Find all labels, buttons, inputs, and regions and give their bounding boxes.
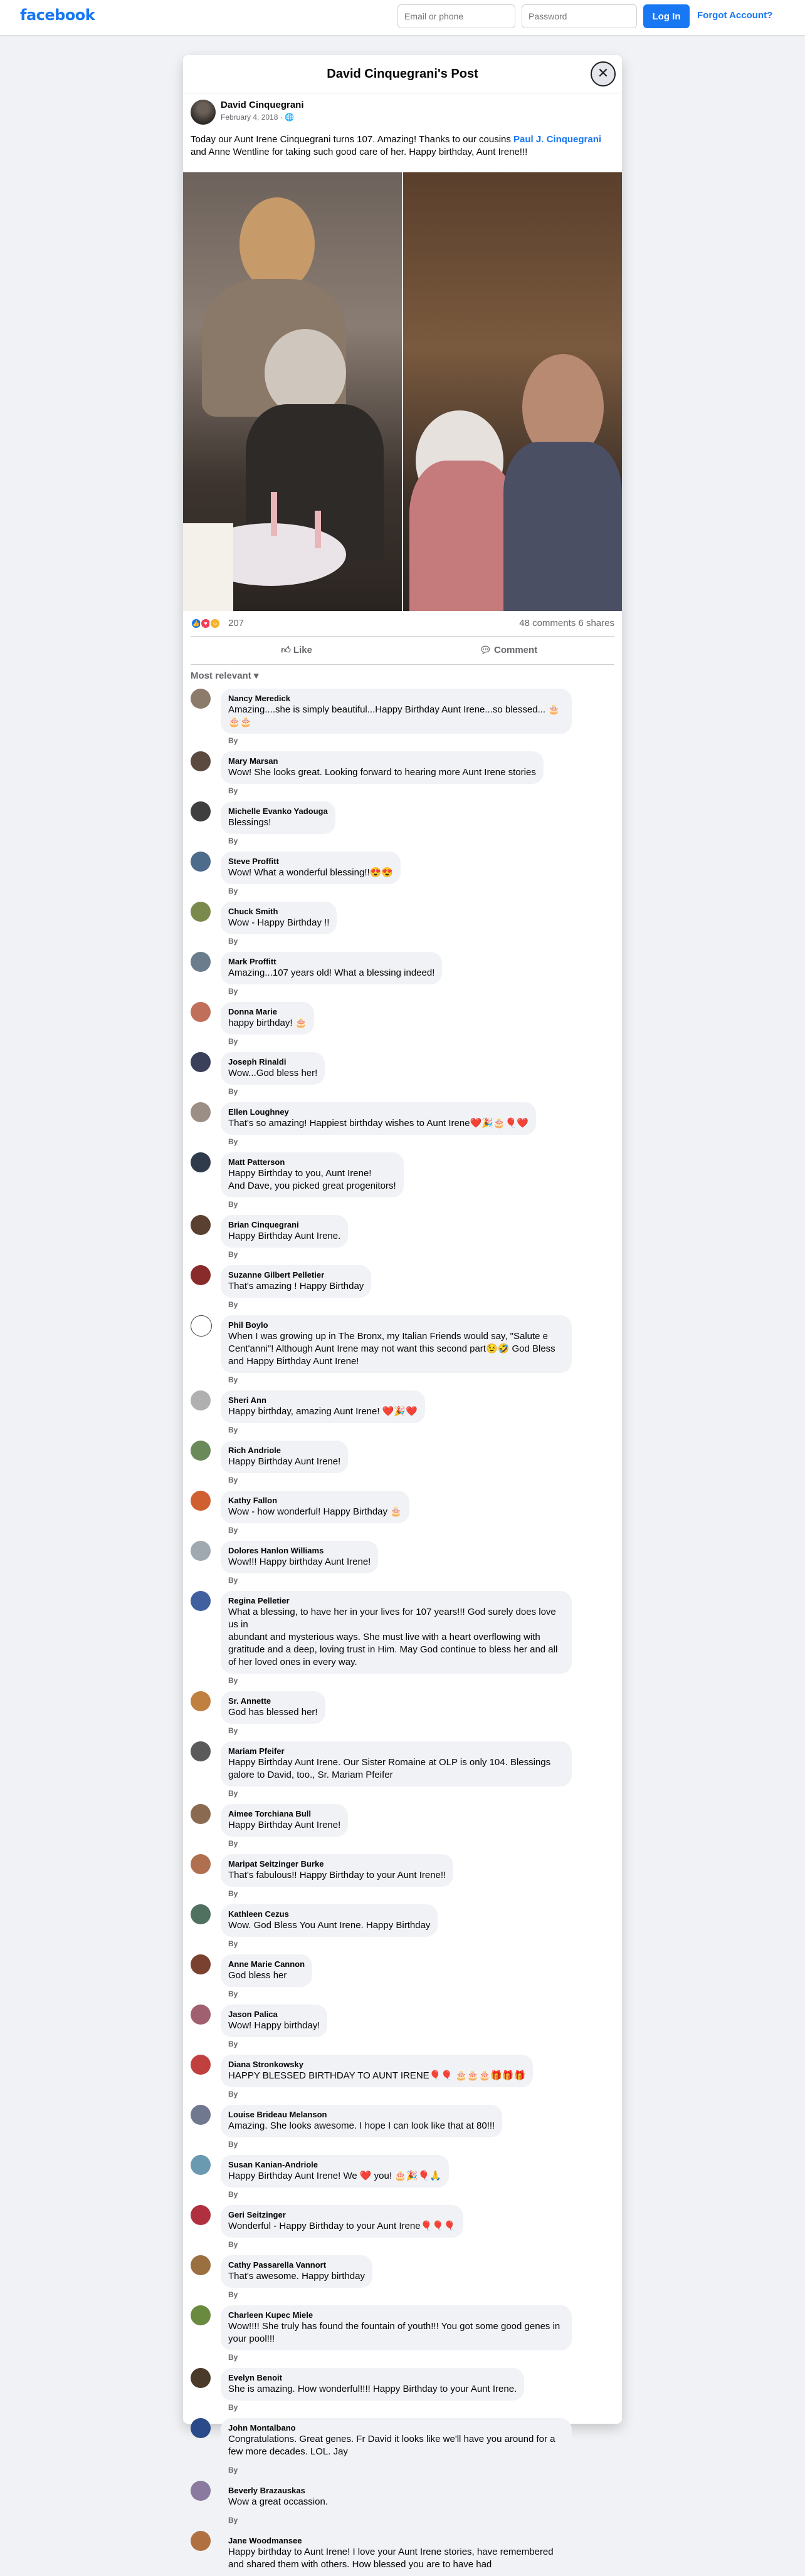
comment-text: Wow a great occassion. (228, 2496, 328, 2507)
comment-item (191, 1390, 614, 1434)
comment-byline: By (228, 2040, 238, 2048)
comment-bubble (221, 1102, 536, 1135)
comment-text: Happy Birthday Aunt Irene! (228, 1820, 341, 1830)
comment-byline: By (228, 1839, 238, 1848)
comment-item (191, 1441, 614, 1484)
comment-byline: By (228, 2403, 238, 2412)
post-text-end: and Anne Wentline for taking such good care of her. Happy birthday, Aunt Irene!!! (191, 147, 528, 157)
email-input[interactable] (397, 4, 515, 28)
comment-byline: By (228, 2290, 238, 2299)
commenter-avatar[interactable] (191, 1591, 211, 1611)
comment-item (191, 1541, 614, 1585)
commenter-avatar[interactable] (191, 2105, 211, 2125)
comment-count[interactable]: 48 comments (519, 618, 576, 628)
comment-bubble (221, 1315, 572, 1373)
comment-item (191, 1315, 614, 1384)
comment-bubble (221, 902, 337, 934)
comment-item (191, 1052, 614, 1096)
post-dialog (183, 55, 622, 2570)
commenter-name[interactable]: Michelle Evanko Yadouga (228, 806, 328, 816)
comment-bubble (221, 1390, 425, 1423)
comment-item (191, 2531, 614, 2576)
commenter-avatar[interactable] (191, 1541, 211, 1561)
comment-text: Happy birthday to Aunt Irene! I love your Aunt Irene stories, have remembered and shared them with others. How blessed you are to have had (228, 2547, 554, 2570)
chevron-down-icon: ▾ (253, 670, 259, 681)
comment-text: That's so amazing! Happiest birthday wishes to Aunt Irene❤️🎉🎂🎈❤️ (228, 1118, 529, 1129)
comment-bubble (221, 2055, 533, 2087)
author-name[interactable]: David Cinquegrani (221, 100, 304, 110)
comment-byline: By (228, 1426, 238, 1434)
comment-text: That's awesome. Happy birthday (228, 2271, 365, 2281)
commenter-avatar[interactable] (191, 2005, 211, 2025)
commenter-avatar[interactable] (191, 2481, 211, 2501)
commenter-name[interactable]: Suzanne Gilbert Pelletier (228, 1270, 325, 1280)
comment-text: God bless her (228, 1970, 287, 1981)
password-input[interactable] (522, 4, 637, 28)
comment-text: Wow!!!! She truly has found the fountain of youth!!! You got some good genes in your pool!!! (228, 2321, 560, 2344)
comment-text: Happy Birthday Aunt Irene! We ❤️ you! 🎂🎉🎈🙏 (228, 2171, 441, 2181)
commenter-name[interactable]: Charleen Kupec Miele (228, 2310, 313, 2320)
commenter-name[interactable]: Diana Stronkowsky (228, 2060, 303, 2069)
comment-byline: By (228, 1939, 238, 1948)
comment-bubble (221, 751, 544, 784)
comment-item (191, 1691, 614, 1735)
comment-item (191, 1265, 614, 1309)
comment-bubble (221, 2305, 572, 2350)
comment-button[interactable] (402, 637, 614, 664)
commenter-name[interactable]: Dolores Hanlon Williams (228, 1546, 324, 1555)
comment-byline: By (228, 786, 238, 795)
comment-text: Amazing....she is simply beautiful...Happy Birthday Aunt Irene...so blessed... 🎂🎂🎂 (228, 704, 560, 727)
commenter-avatar[interactable] (191, 1390, 211, 1411)
commenter-avatar[interactable] (191, 952, 211, 972)
commenter-avatar[interactable] (191, 2418, 211, 2438)
commenter-avatar[interactable] (191, 1441, 211, 1461)
commenter-name[interactable]: Joseph Rinaldi (228, 1057, 287, 1066)
author-avatar[interactable] (191, 100, 216, 125)
comment-text: Wow! Happy birthday! (228, 2020, 320, 2031)
comment-bubble (221, 2005, 327, 2037)
comment-item (191, 2105, 614, 2149)
commenter-name[interactable]: Kathleen Cezus (228, 1909, 289, 1919)
sort-label: Most relevant (191, 670, 251, 681)
post-text (183, 133, 622, 172)
commenter-avatar[interactable] (191, 1854, 211, 1874)
comment-bubble (221, 1052, 325, 1085)
commenter-name[interactable]: Mariam Pfeifer (228, 1746, 285, 1756)
comment-bubble (221, 1441, 348, 1473)
post-text-start: Today our Aunt Irene Cinquegrani turns 107. Amazing! Thanks to our cousins (191, 134, 514, 145)
care-reaction-icon: ☺ (209, 618, 221, 629)
comment-byline: By (228, 1250, 238, 1259)
comment-bubble (221, 2105, 502, 2137)
commenter-name[interactable]: Mark Proffitt (228, 957, 276, 966)
commenter-name[interactable]: Brian Cinquegrani (228, 1220, 299, 1229)
commenter-name[interactable]: Sheri Ann (228, 1395, 266, 1405)
post-meta: February 4, 2018 · 🌐 (221, 113, 295, 122)
comment-bubble (221, 1002, 314, 1035)
comment-bubble (221, 2155, 449, 2188)
dialog-title: David Cinquegrani's Post (327, 67, 478, 81)
comment-item (191, 689, 614, 745)
commenter-avatar[interactable] (191, 2205, 211, 2225)
commenter-avatar[interactable] (191, 1954, 211, 1974)
commenter-avatar[interactable] (191, 1052, 211, 1072)
comment-byline: By (228, 1200, 238, 1209)
comment-text: Happy Birthday Aunt Irene. (228, 1231, 341, 1241)
commenter-name[interactable]: Phil Boylo (228, 1320, 268, 1330)
like-label: Like (293, 645, 312, 655)
post-photos[interactable] (183, 172, 622, 611)
commenter-name[interactable]: Maripat Seitzinger Burke (228, 1859, 324, 1869)
commenter-name[interactable]: Susan Kanian-Andriole (228, 2160, 318, 2169)
comment-sort-dropdown[interactable] (183, 665, 622, 689)
commenter-name[interactable]: Jason Palica (228, 2010, 278, 2019)
comment-bubble (221, 952, 442, 984)
comments-list (183, 689, 622, 2576)
comment-byline: By (228, 1476, 238, 1484)
comment-text: Amazing. She looks awesome. I hope I can look like that at 80!!! (228, 2120, 495, 2131)
commenter-avatar[interactable] (191, 1265, 211, 1285)
comment-bubble (221, 2205, 463, 2238)
commenter-name[interactable]: Kathy Fallon (228, 1496, 278, 1505)
comment-byline: By (228, 1676, 238, 1685)
comment-item (191, 2305, 614, 2362)
comment-item (191, 1215, 614, 1259)
post-header (183, 93, 622, 133)
comment-item (191, 1954, 614, 1998)
comment-byline: By (228, 2240, 238, 2249)
top-navigation-bar (0, 0, 805, 35)
commenter-avatar[interactable] (191, 852, 211, 872)
commenter-avatar[interactable] (191, 1152, 211, 1172)
commenter-name[interactable]: Steve Proffitt (228, 857, 279, 866)
comment-text: Happy Birthday Aunt Irene. Our Sister Romaine at OLP is only 104. Blessings galore to David, too., Sr. Mariam Pfeifer (228, 1757, 551, 1780)
comment-byline: By (228, 1989, 238, 1998)
comment-item (191, 1904, 614, 1948)
like-button[interactable] (191, 637, 402, 664)
comment-text: HAPPY BLESSED BIRTHDAY TO AUNT IRENE🎈🎈 🎂🎂🎂🎁🎁🎁 (228, 2070, 526, 2081)
comment-bubble (221, 1691, 325, 1724)
commenter-name[interactable]: Nancy Meredick (228, 694, 290, 703)
comment-item (191, 852, 614, 895)
commenter-name[interactable]: Matt Patterson (228, 1157, 285, 1167)
comment-byline: By (228, 1576, 238, 1585)
comment-text: happy birthday! 🎂 (228, 1018, 307, 1028)
comment-text: Amazing...107 years old! What a blessing indeed! (228, 967, 435, 978)
commenter-name[interactable]: Ellen Loughney (228, 1107, 289, 1117)
commenter-avatar[interactable] (191, 2055, 211, 2075)
comment-text: Wow - Happy Birthday !! (228, 917, 330, 928)
comment-item (191, 2155, 614, 2199)
comment-byline: By (228, 2516, 238, 2525)
comment-item (191, 751, 614, 795)
comment-bubble (221, 2368, 524, 2401)
comment-item (191, 952, 614, 996)
commenter-avatar[interactable] (191, 801, 211, 821)
comment-item (191, 2005, 614, 2048)
comment-bubble (221, 1954, 312, 1987)
share-count[interactable]: 6 shares (578, 618, 614, 628)
comment-icon: 💬︎ (479, 645, 492, 655)
comment-text: Wow!!! Happy birthday Aunt Irene! (228, 1557, 371, 1567)
comment-bubble (221, 852, 401, 884)
comment-text: Wow! What a wonderful blessing!!😍😍 (228, 867, 394, 878)
dialog-header (183, 55, 622, 93)
comment-text: When I was growing up in The Bronx, my Italian Friends would say, "Salute e Cent'anni"! Although Aunt Irene may not want this second part😉🤣 God Bless and Happy Birthday Aunt Irene! (228, 1331, 555, 1367)
commenter-avatar[interactable] (191, 1741, 211, 1761)
comment-bubble (221, 689, 572, 734)
comment-bubble (221, 2481, 335, 2513)
comment-text: Wonderful - Happy Birthday to your Aunt Irene🎈🎈🎈 (228, 2221, 456, 2231)
comment-item (191, 2205, 614, 2249)
commenter-name[interactable]: Regina Pelletier (228, 1596, 290, 1605)
like-reaction-icon: 👍 (191, 618, 202, 629)
commenter-avatar[interactable] (191, 1102, 211, 1122)
comment-text: What a blessing, to have her in your lives for 107 years!!! God surely does love us in abundant and mysterious ways. She must live with a heart overflowing with gratitude and a deep, loving trust in Him. May God continue to bless her and all of her loved ones in every way. (228, 1607, 558, 1667)
comment-item (191, 2418, 614, 2474)
comment-bubble (221, 1804, 348, 1837)
comment-item (191, 1591, 614, 1685)
comment-text: That's fabulous!! Happy Birthday to your Aunt Irene!! (228, 1870, 446, 1880)
commenter-name[interactable]: Evelyn Benoit (228, 2373, 282, 2382)
comment-item (191, 1152, 614, 1209)
commenter-name[interactable]: John Montalbano (228, 2423, 296, 2433)
comment-bubble (221, 1265, 371, 1298)
commenter-avatar[interactable] (191, 1904, 211, 1924)
comment-byline: By (228, 987, 238, 996)
comment-text: Blessings! (228, 817, 271, 828)
commenter-avatar[interactable] (191, 2368, 211, 2388)
comment-bubble (221, 1854, 453, 1887)
commenter-name[interactable]: Aimee Torchiana Bull (228, 1809, 311, 1818)
comment-item (191, 1002, 614, 1046)
tagged-person-link[interactable]: Paul J. Cinquegrani (513, 134, 602, 145)
commenter-avatar[interactable] (191, 1691, 211, 1711)
comment-item (191, 1854, 614, 1898)
comment-text: Congratulations. Great genes. Fr David it looks like we'll have you around for a few more decades. LOL. Jay (228, 2434, 555, 2457)
commenter-name[interactable]: Cathy Passarella Vannort (228, 2260, 327, 2270)
commenter-name[interactable]: Geri Seitzinger (228, 2210, 286, 2219)
login-button[interactable]: Log In (643, 4, 690, 28)
commenter-avatar[interactable] (191, 1002, 211, 1022)
comment-item (191, 2055, 614, 2099)
comment-byline: By (228, 2190, 238, 2199)
reactions-summary (191, 611, 614, 637)
commenter-name[interactable]: Beverly Brazauskas (228, 2486, 305, 2495)
commenter-name[interactable]: Jane Woodmansee (228, 2536, 302, 2545)
comment-byline: By (228, 2466, 238, 2474)
comment-bubble (221, 2255, 372, 2288)
forgot-account-link[interactable]: Forgot Account? (697, 10, 773, 21)
comment-byline: By (228, 2353, 238, 2362)
comment-byline: By (228, 1037, 238, 1046)
comment-bubble (221, 2418, 572, 2463)
comment-text: She is amazing. How wonderful!!!! Happy Birthday to your Aunt Irene. (228, 2384, 517, 2394)
comment-byline: By (228, 2090, 238, 2099)
comment-byline: By (228, 1137, 238, 1146)
comment-byline: By (228, 1889, 238, 1898)
comment-text: Wow - how wonderful! Happy Birthday 🎂 (228, 1506, 402, 1517)
post-date[interactable]: February 4, 2018 (221, 113, 278, 122)
comment-item (191, 1804, 614, 1848)
comment-bubble (221, 1491, 409, 1523)
comment-bubble (221, 2531, 572, 2576)
comment-text: That's amazing ! Happy Birthday (228, 1281, 364, 1291)
comment-bubble (221, 1904, 438, 1937)
comment-item (191, 801, 614, 845)
comment-label: Comment (494, 645, 538, 655)
photo-with-aunt[interactable] (403, 172, 622, 611)
commenter-avatar[interactable] (191, 2255, 211, 2275)
reaction-icons[interactable] (191, 618, 219, 629)
commenter-avatar[interactable] (191, 1215, 211, 1235)
comment-text: Wow. God Bless You Aunt Irene. Happy Birthday (228, 1920, 431, 1931)
post-actions (191, 637, 614, 665)
comment-item (191, 2368, 614, 2412)
comment-byline: By (228, 937, 238, 946)
comment-item (191, 902, 614, 946)
comment-text: God has blessed her! (228, 1707, 318, 1718)
commenter-avatar[interactable] (191, 2531, 211, 2551)
comment-byline: By (228, 1375, 238, 1384)
reaction-count[interactable]: 207 (228, 618, 245, 628)
commenter-name[interactable]: Donna Marie (228, 1007, 278, 1016)
comment-text: Happy birthday, amazing Aunt Irene! ❤️🎉❤️ (228, 1406, 418, 1417)
facebook-logo[interactable]: facebook (20, 6, 95, 24)
comment-bubble (221, 1215, 348, 1248)
commenter-avatar[interactable] (191, 751, 211, 771)
comment-bubble (221, 1541, 378, 1573)
comment-byline: By (228, 1726, 238, 1735)
commenter-name[interactable]: Anne Marie Cannon (228, 1959, 305, 1969)
commenter-avatar[interactable] (191, 1804, 211, 1824)
comment-byline: By (228, 837, 238, 845)
comment-text: Happy Birthday to you, Aunt Irene! And Dave, you picked great progenitors! (228, 1168, 396, 1191)
comment-bubble (221, 1152, 404, 1197)
commenter-avatar[interactable] (191, 2305, 211, 2325)
commenter-avatar[interactable] (191, 1491, 211, 1511)
comment-share-counts (519, 618, 614, 628)
comment-item (191, 2481, 614, 2525)
comment-byline: By (228, 1300, 238, 1309)
comment-text: Happy Birthday Aunt Irene! (228, 1456, 341, 1467)
commenter-name[interactable]: Rich Andriole (228, 1446, 281, 1455)
like-icon: 👍︎ (281, 645, 291, 655)
commenter-name[interactable]: Chuck Smith (228, 907, 278, 916)
comment-byline: By (228, 1087, 238, 1096)
commenter-avatar[interactable] (191, 2155, 211, 2175)
comment-text: Wow...God bless her! (228, 1068, 318, 1078)
comment-bubble (221, 1591, 572, 1674)
comment-item (191, 1102, 614, 1146)
love-reaction-icon: ♥ (200, 618, 211, 629)
commenter-name[interactable]: Sr. Annette (228, 1696, 271, 1706)
comment-item (191, 2255, 614, 2299)
close-icon[interactable]: ✕ (591, 61, 616, 86)
commenter-avatar[interactable] (191, 689, 211, 709)
comment-item (191, 1491, 614, 1535)
comment-byline: By (228, 1789, 238, 1798)
photo-birthday-cake[interactable] (183, 172, 402, 611)
comment-byline: By (228, 736, 238, 745)
comment-bubble (221, 801, 335, 834)
comment-bubble (221, 1741, 572, 1786)
commenter-avatar[interactable] (191, 1315, 212, 1337)
comment-byline: By (228, 2140, 238, 2149)
comment-text: Wow! She looks great. Looking forward to hearing more Aunt Irene stories (228, 767, 536, 778)
globe-icon: 🌐 (285, 113, 295, 122)
commenter-avatar[interactable] (191, 902, 211, 922)
comment-byline: By (228, 1526, 238, 1535)
comment-item (191, 1741, 614, 1798)
comment-byline: By (228, 887, 238, 895)
commenter-name[interactable]: Mary Marsan (228, 756, 278, 766)
commenter-name[interactable]: Louise Brideau Melanson (228, 2110, 327, 2119)
